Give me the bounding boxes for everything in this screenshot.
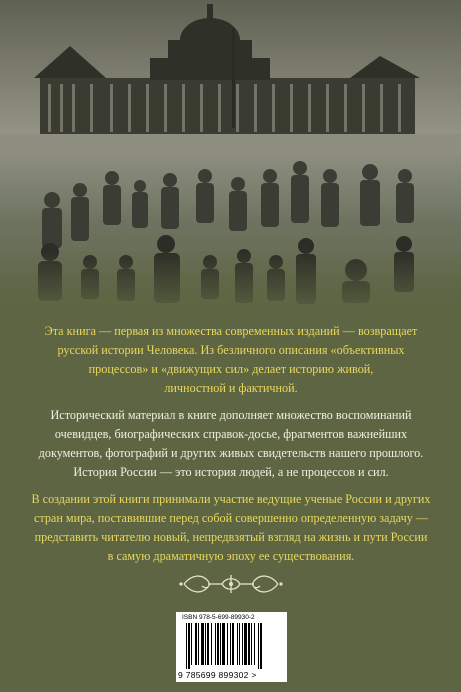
material-line: История России — это история людей, а не процессов и сил. — [73, 465, 389, 479]
barcode-bar — [230, 623, 231, 665]
intro-line: русской истории Человека. Из безличного описания «объективных — [57, 343, 405, 357]
barcode-bar — [207, 623, 209, 665]
barcode-bar — [191, 623, 192, 665]
barcode-bar — [232, 623, 234, 665]
barcode-bar — [215, 623, 216, 665]
barcode-bar — [239, 623, 240, 665]
authors-line: представить читателю новый, непредвзятый взгляд на жизнь и пути России — [34, 530, 428, 544]
intro-line: процессов» и «движущих сил» делает историю живой, — [88, 362, 374, 376]
intro-line: личностной и фактичной. — [164, 381, 298, 395]
material-line: документов, фотографий и других живых свидетельств нашего прошлого. — [38, 446, 424, 460]
barcode-bar — [237, 623, 238, 665]
material-line: очевидцев, биографических справок-досье, фрагментов важнейших — [54, 427, 408, 441]
barcode-bar — [201, 623, 204, 665]
barcode-bar — [211, 623, 212, 665]
barcode-bar — [217, 623, 219, 665]
barcode-bar — [258, 623, 259, 669]
barcode-bar — [251, 623, 252, 665]
barcode-bar — [242, 623, 243, 665]
barcode-bar — [198, 623, 199, 665]
barcode-bar — [220, 623, 221, 665]
barcode-bar — [244, 623, 247, 665]
barcode-bar — [186, 623, 187, 669]
collage-illustration — [0, 0, 461, 318]
barcode-bar — [205, 623, 206, 665]
intro-paragraph — [30, 322, 432, 398]
barcode-bar — [248, 623, 250, 665]
barcode-digits: 9 785699 899302 > — [178, 670, 257, 680]
barcode-bar — [222, 623, 225, 665]
authors-line: стран мира, поставившие перед собой совершенно определенную задачу — — [33, 511, 429, 525]
authors-line: в самую драматичную эпоху ее существования. — [107, 549, 355, 563]
isbn-label: ISBN 978-5-699-89930-2 — [182, 614, 255, 621]
barcode-bar — [254, 623, 255, 665]
barcode-bars — [180, 623, 283, 669]
isbn-barcode — [176, 612, 287, 682]
authors-paragraph — [30, 490, 432, 566]
barcode-bar — [227, 623, 228, 665]
barcode-bar — [260, 623, 262, 669]
decorative-ornament-icon — [178, 571, 284, 597]
intro-line: Эта книга — первая из множества современных изданий — возвращает — [44, 324, 418, 338]
material-paragraph — [30, 406, 432, 482]
historical-photo-collage — [0, 0, 461, 318]
authors-line: В создании этой книги принимали участие ведущие ученые России и других — [31, 492, 431, 506]
barcode-bar — [195, 623, 197, 665]
barcode-bar — [188, 623, 190, 669]
material-line: Исторический материал в книге дополняет множество воспоминаний — [50, 408, 412, 422]
people-group — [42, 161, 414, 248]
